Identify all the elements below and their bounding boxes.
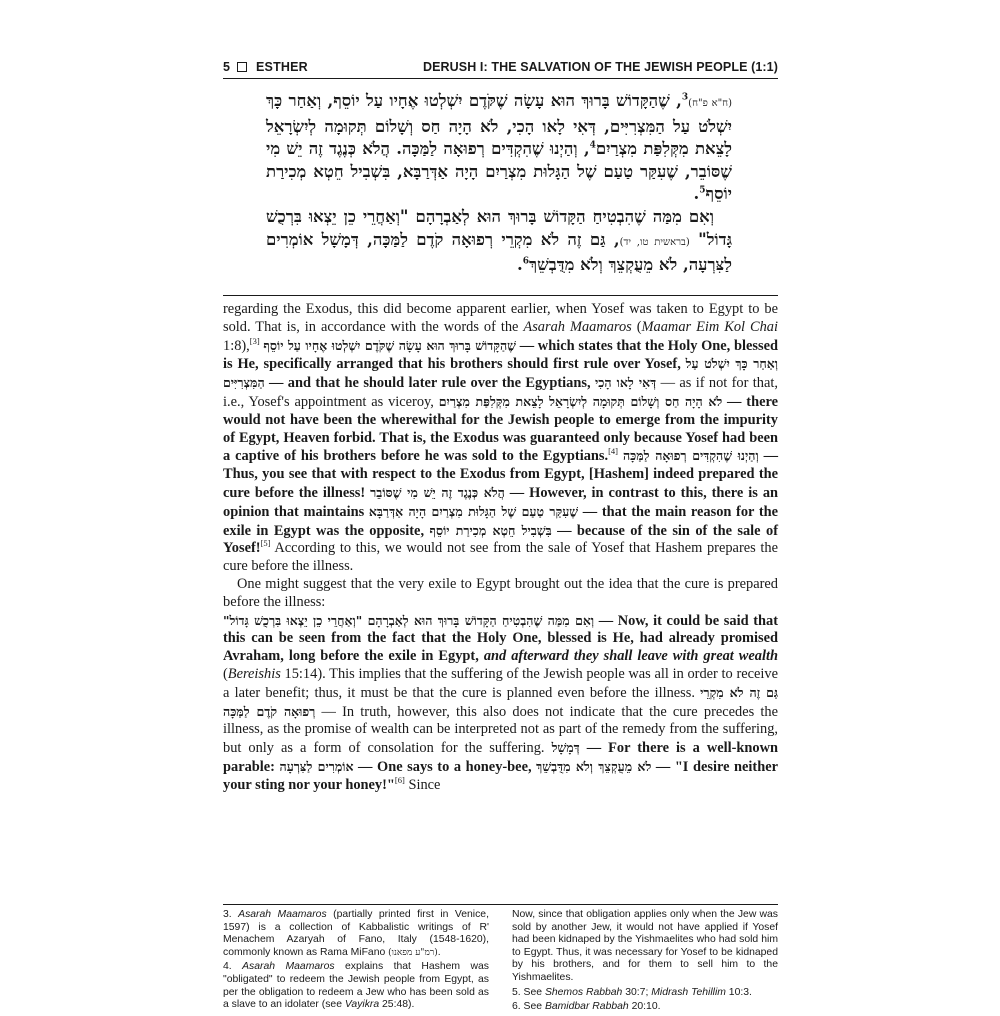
text: According to this, we would not see from the sale of Yosef that Hashem prepares the cure before the illness. [223,540,778,575]
text: 15:14). This implies that the suffering of the Jewish people was all in order to receive a later benefit; thus, it must be that the cure is planned even before the illness. [223,665,778,701]
text: ( [631,318,642,335]
page-number: 5 [223,60,230,74]
hebrew-lemma: אוֹמְרִים לַצִּרְעָה [279,758,354,774]
translation-text: — "I desire neither your sting nor your honey!" [223,758,778,793]
translation-text: — However, in contrast to this, there is an opinion that maintains [223,484,779,520]
italic-title: Bamidbar Rabbah [544,1001,629,1013]
hebrew-text: , גַּם זֶה לֹא מִקְרֵי רְפוּאָה קֹדֶם לַמַּכָּה, דְּמָשָׁל אוֹמְרִים לַצִּרְעָה, לֹא מֵעֻקְצֵךְ וְלֹא מִדֻּבְשֵׁךְ [266,229,732,275]
hebrew-citation: (בראשית טו, יד) [619,236,690,248]
hebrew-lemma: וְאַחַר כָּךְ יִשְׁלֹט עַל הַמִּצְרִיִּים [223,356,778,391]
footnote-marker: [4] [608,446,619,457]
hebrew-lemma: גַּם זֶה לֹא מִקְרֵי רְפוּאָה קֹדֶם לַמַּכָּה [223,684,779,719]
italic-title: Midrash Tehillim [651,986,726,998]
hebrew-text: , שֶׁהַקָּדוֹשׁ בָּרוּךְ הוּא עָשָׂה שֶׁקֹּדֶם יִשְׁלְטוּ אֶחָיו עַל יוֹסֵף, וְאַחַר כָּךְ יִשְׁלֹט עַל הַמִּצְרִיִּים, דְּאִי לָאו הָכִי, לֹא הָיָה חַס וְשָׁלוֹם תְּקוּמָה לְיִשְׂרָאֵל לָצֵאת מִקְּלִפַּת מִצְרַיִם [266,91,733,159]
footnote-number: 3. [223,909,239,920]
italic-title: Vayikra [344,999,380,1011]
english-commentary [223,301,778,795]
hebrew-text: . [693,184,700,204]
text: — as if not for that, i.e., Yosef's appointment as viceroy, [223,375,778,410]
footnote-marker: 5 [699,185,706,196]
hebrew-text: . [516,255,523,275]
hebrew-source-text [266,90,732,277]
section-rule [223,295,778,296]
footnote-marker: [6] [394,774,405,785]
text: ( [223,665,228,682]
running-title: DERUSH I: THE SALVATION OF THE JEWISH PEOPLE (1:1) [422,60,778,74]
footnote-marker: 4 [589,140,596,151]
translation-text: — that the main reason for the exile in Egypt was the opposite, [223,503,778,539]
italic-title: Asarah Maamaros [242,961,335,973]
footnote-column-left [223,909,489,1014]
text: explains that Hashem was "obligated" to redeem the Jewish people from Egypt, as per the obligation to redeem a Jew who has been sold as a slave to an idolater (see [223,961,489,1011]
translation-text: — For there is a well-known parable: [223,740,779,775]
commentary-paragraph [223,301,778,576]
hebrew-text: , וְהַיְנוּ שֶׁהִקְדִּים רְפוּאָה לַמַּכָּה. הֲלֹא כְּנֶגֶד זֶה יֵשׁ מִי שֶׁסּוֹבֵר, שֶׁעִקַּר טַעַם שֶׁל הַגָּלוּת מִצְרַיִם הָיָה אַדְּרַבָּא, בִּשְׁבִיל חֵטְא מְכִירַת יוֹסֵף [266,139,732,204]
text: (partially printed first in Venice, 1597) is a collection of Kabbalistic writings of R' Menachem Azaryah of Fano, Italy (1548-1620), commonly known as Rama MiFano [223,909,489,958]
text: 1:8), [223,337,250,354]
hebrew-lemma: לֹא מֵעֻקְצֵךְ וְלֹא מִדֻּבְשֵׁךְ [536,758,652,774]
hebrew-lemma: הֲלֹא כְּנֶגֶד זֶה יֵשׁ מִי שֶׁסּוֹבֵר [370,484,505,500]
header-rule [223,78,778,79]
footnote-number: 6. See [512,1001,545,1013]
text: — In truth, however, this also does not indicate that the cure precedes the illness, as the promise of wealth can be interpreted not as part of the remedy from the suffering, but only as a form of consolation for the suffering. [223,703,778,757]
footnote-6 [512,1001,778,1014]
footnote-marker: [3] [249,335,260,346]
footnote-marker: [5] [260,538,271,549]
footnote-number: 5. See [512,986,545,998]
text: 20:10. [628,1001,661,1013]
hebrew-citation: (ח"א פ"ח) [688,98,732,109]
translation-text: — and that he should later rule over the Egyptians, [264,375,595,392]
footnote-rule [223,904,778,905]
hebrew-lemma: שֶׁעִקַּר טַעַם שֶׁל הַגָּלוּת מִצְרַיִם הָיָה אַדְּרַבָּא [368,503,579,519]
italic-title: Shemos Rabbah [544,986,623,998]
square-ornament-icon [237,62,247,72]
footnote-3 [223,909,489,959]
translation-text: — Now, it could be said that this can be seen from the fact that the Holy One, blessed is He, had already promised Avraham, long before the exile in Egypt, [223,612,778,665]
text: regarding the Exodus, this did become apparent earlier, when Yosef was taken to Egypt to be sold. That is, in accordance with the words of the [223,301,778,335]
italic-title: Asarah Maamaros [523,318,632,335]
text: 30:7; [622,986,652,998]
hebrew-lemma: וְהַיְנוּ שֶׁהִקְדִּים רְפוּאָה לַמַּכָּה [622,448,759,464]
commentary-paragraph: One might suggest that the very exile to Egypt brought out the idea that the cure is prepared before the illness: [223,575,778,610]
translation-text: — which states that the Holy One, blessed is He, specifically arranged that his brothers should first rule over Yosef, [223,337,778,373]
footnote-number: 4. [223,961,243,973]
translation-text: — One says to a honey-bee, [353,758,537,775]
translation-text: — Thus, you see that with respect to the Exodus from Egypt, [Hashem] indeed prepared the cure before the illness! [223,448,778,501]
hebrew-paragraph [266,206,732,277]
hebrew-lemma: דְּמָשָׁל [551,740,580,756]
running-header [223,60,778,78]
translation-text: — because of the sin of the sale of Yosef! [223,522,778,557]
italic-title: Maamar Eim Kol Chai [641,318,778,335]
footnote-4-continued: Now, since that obligation applies only when the Jew was sold by another Jew, it would not have applied if Yosef had been kidnaped by the Yishmaelites who had sold him to Egypt. Thus, it was necessary for Yosef to be kidnaped by his brothers, and for them to sell him to the Yishmaelites. [512,909,778,983]
footnote-marker: 6 [522,256,529,267]
hebrew-lemma: וְאִם מִמַּה שֶׁהִבְטִיחַ הַקָּדוֹשׁ בָּרוּךְ הוּא לְאַבְרָהָם "וְאַחֲרֵי כֵן יֵצְאוּ בִּרְכֻשׁ גָּדוֹל" [223,612,595,628]
italic-title: Asarah Maamaros [238,909,327,920]
italic-quote: and afterward they shall leave with great wealth [483,648,778,665]
footnote-5 [512,987,778,1000]
text: Since [404,776,441,793]
hebrew-paragraph [266,90,732,206]
text: 10:3. [725,986,752,998]
book-title: ESTHER [256,60,308,74]
footnote-marker: 3 [681,92,689,103]
hebrew-lemma: לֹא הָיָה חַס וְשָׁלוֹם תְּקוּמָה לְיִשְׂרָאֵל לָצֵאת מִקְּלִפַּת מִצְרַיִם [438,393,723,409]
hebrew-lemma: דְּאִי לָאו הָכִי [594,375,657,391]
hebrew-text: (רמ"ע מפאנו) [388,947,438,958]
hebrew-lemma: שֶׁהַקָּדוֹשׁ בָּרוּךְ הוּא עָשָׂה שֶׁקֹּדֶם יִשְׁלְטוּ אֶחָיו עַל יוֹסֵף [263,337,516,353]
text: . [437,946,441,958]
hebrew-text: וְאִם מִמַּה שֶׁהִבְטִיחַ הַקָּדוֹשׁ בָּרוּךְ הוּא לְאַבְרָהָם "וְאַחֲרֵי כֵן יֵצְאוּ בִּרְכֻשׁ גָּדוֹל" [266,206,733,249]
hebrew-lemma: בִּשְׁבִיל חֵטְא מְכִירַת יוֹסֵף [429,522,552,538]
italic-title: Bereishis [227,665,281,682]
text: 25:48). [379,999,415,1011]
footnote-4 [223,961,489,1011]
commentary-paragraph [223,612,778,795]
translation-text: — there would not have been the wherewithal for the Jewish people to emerge from the impurity of Egypt, Heaven forbid. That is, the Exodus was guaranteed only because Yosef had been a captive of his brothers before he was sold to the Egyptians. [223,393,778,465]
